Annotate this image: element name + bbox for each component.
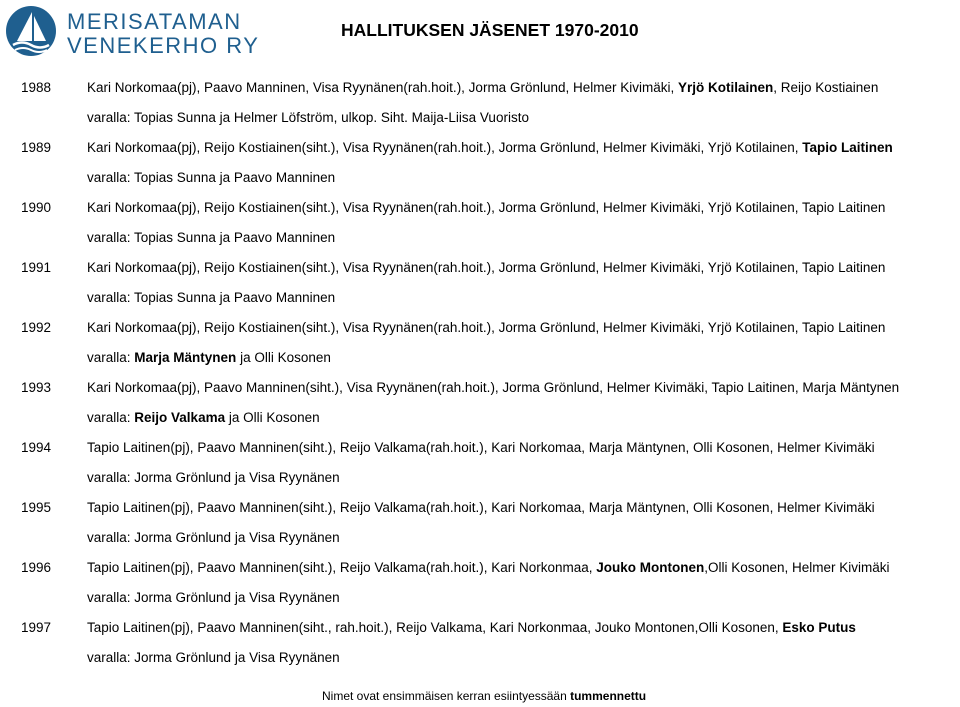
deputies-line bbox=[87, 470, 340, 485]
year-label: 1989 bbox=[21, 140, 52, 155]
first-appearance-name: Tapio Laitinen bbox=[802, 140, 893, 155]
page-title: HALLITUKSEN JÄSENET 1970-2010 bbox=[341, 20, 639, 40]
year-label: 1993 bbox=[21, 380, 52, 395]
members-line bbox=[87, 320, 885, 335]
first-appearance-name: Jouko Montonen bbox=[596, 560, 705, 575]
year-label: 1988 bbox=[21, 80, 52, 95]
deputies-line bbox=[87, 290, 335, 305]
year-entry bbox=[0, 554, 960, 614]
sailboat-logo-icon bbox=[5, 5, 57, 57]
year-entry bbox=[0, 134, 960, 194]
year-entry bbox=[0, 194, 960, 254]
text-segment: varalla: Topias Sunna ja Helmer Löfström, ulkop. Siht. Maija-Liisa Vuoristo bbox=[87, 110, 529, 125]
text-segment: Tapio Laitinen(pj), Paavo Manninen(siht.), Reijo Valkama(rah.hoit.), Kari Norkonmaa, bbox=[87, 560, 597, 575]
text-segment: Tapio Laitinen(pj), Paavo Manninen(siht., rah.hoit.), Reijo Valkama, Kari Norkonmaa, Jouko Montonen,Olli Kosonen, bbox=[87, 620, 783, 635]
year-entry bbox=[0, 494, 960, 554]
year-entry bbox=[0, 374, 960, 434]
first-appearance-name: Reijo Valkama bbox=[134, 410, 226, 425]
text-segment: Kari Norkomaa(pj), Paavo Manninen(siht.), Visa Ryynänen(rah.hoit.), Jorma Grönlund, Helmer Kivimäki, Tapio Laitinen, Marja Mäntynen bbox=[87, 380, 900, 395]
text-segment: varalla: bbox=[87, 410, 135, 425]
text-segment: Kari Norkomaa(pj), Reijo Kostiainen(siht.), Visa Ryynänen(rah.hoit.), Jorma Grönlund, Helmer Kivimäki, Yrjö Kotilainen, bbox=[87, 140, 803, 155]
text-segment: varalla: bbox=[87, 350, 135, 365]
text-segment: varalla: Jorma Grönlund ja Visa Ryynänen bbox=[87, 650, 340, 665]
deputies-line bbox=[87, 350, 331, 365]
deputies-line bbox=[87, 170, 335, 185]
board-members-list bbox=[0, 74, 960, 674]
text-segment: ja Olli Kosonen bbox=[225, 410, 320, 425]
text-segment: Tapio Laitinen(pj), Paavo Manninen(siht.), Reijo Valkama(rah.hoit.), Kari Norkomaa, Marja Mäntynen, Olli Kosonen, Helmer Kivimäki bbox=[87, 500, 875, 515]
deputies-line bbox=[87, 590, 340, 605]
logo-text-line2: VENEKERHO RY bbox=[67, 33, 260, 58]
first-appearance-name: Yrjö Kotilainen bbox=[678, 80, 774, 95]
members-line bbox=[87, 140, 893, 155]
members-line bbox=[87, 80, 878, 95]
year-label: 1991 bbox=[21, 260, 52, 275]
text-segment: Kari Norkomaa(pj), Reijo Kostiainen(siht.), Visa Ryynänen(rah.hoit.), Jorma Grönlund, Helmer Kivimäki, Yrjö Kotilainen, Tapio Laitinen bbox=[87, 260, 886, 275]
text-segment: varalla: Topias Sunna ja Paavo Manninen bbox=[87, 230, 336, 245]
footer-text: Nimet ovat ensimmäisen kerran esiintyessään bbox=[322, 689, 571, 703]
year-label: 1996 bbox=[21, 560, 52, 575]
logo-text-line1: MERISATAMAN bbox=[67, 9, 242, 34]
members-line bbox=[87, 500, 875, 515]
year-entry bbox=[0, 614, 960, 674]
members-line bbox=[87, 200, 885, 215]
year-entry bbox=[0, 434, 960, 494]
text-segment: varalla: Jorma Grönlund ja Visa Ryynänen bbox=[87, 590, 340, 605]
text-segment: Kari Norkomaa(pj), Reijo Kostiainen(siht.), Visa Ryynänen(rah.hoit.), Jorma Grönlund, Helmer Kivimäki, Yrjö Kotilainen, Tapio Laitinen bbox=[87, 200, 886, 215]
text-segment: varalla: Jorma Grönlund ja Visa Ryynänen bbox=[87, 470, 340, 485]
year-label: 1990 bbox=[21, 200, 52, 215]
text-segment: ,Olli Kosonen, Helmer Kivimäki bbox=[704, 560, 890, 575]
text-segment: varalla: Jorma Grönlund ja Visa Ryynänen bbox=[87, 530, 340, 545]
first-appearance-name: Esko Putus bbox=[782, 620, 856, 635]
text-segment: Kari Norkomaa(pj), Reijo Kostiainen(siht.), Visa Ryynänen(rah.hoit.), Jorma Grönlund, Helmer Kivimäki, Yrjö Kotilainen, Tapio Laitinen bbox=[87, 320, 886, 335]
footer-bold-word: tummennettu bbox=[570, 689, 647, 703]
deputies-line bbox=[87, 110, 529, 125]
members-line bbox=[87, 380, 899, 395]
year-entry bbox=[0, 74, 960, 134]
members-line bbox=[87, 560, 890, 575]
deputies-line bbox=[87, 650, 340, 665]
text-segment: ja Olli Kosonen bbox=[236, 350, 331, 365]
year-label: 1997 bbox=[21, 620, 52, 635]
page-header bbox=[0, 0, 960, 62]
club-logo bbox=[5, 5, 295, 57]
deputies-line bbox=[87, 410, 320, 425]
text-segment: varalla: Topias Sunna ja Paavo Manninen bbox=[87, 290, 336, 305]
deputies-line bbox=[87, 230, 335, 245]
text-segment: varalla: Topias Sunna ja Paavo Manninen bbox=[87, 170, 336, 185]
members-line bbox=[87, 440, 875, 455]
year-entry bbox=[0, 254, 960, 314]
year-label: 1995 bbox=[21, 500, 52, 515]
year-label: 1992 bbox=[21, 320, 52, 335]
members-line bbox=[87, 620, 856, 635]
year-label: 1994 bbox=[21, 440, 52, 455]
text-segment: Kari Norkomaa(pj), Paavo Manninen, Visa Ryynänen(rah.hoit.), Jorma Grönlund, Helmer Kivimäki, bbox=[87, 80, 678, 95]
year-entry bbox=[0, 314, 960, 374]
text-segment: Tapio Laitinen(pj), Paavo Manninen(siht.), Reijo Valkama(rah.hoit.), Kari Norkomaa, Marja Mäntynen, Olli Kosonen, Helmer Kivimäki bbox=[87, 440, 875, 455]
text-segment: , Reijo Kostiainen bbox=[773, 80, 879, 95]
deputies-line bbox=[87, 530, 340, 545]
first-appearance-name: Marja Mäntynen bbox=[134, 350, 237, 365]
members-line bbox=[87, 260, 885, 275]
footer-note bbox=[322, 689, 646, 703]
